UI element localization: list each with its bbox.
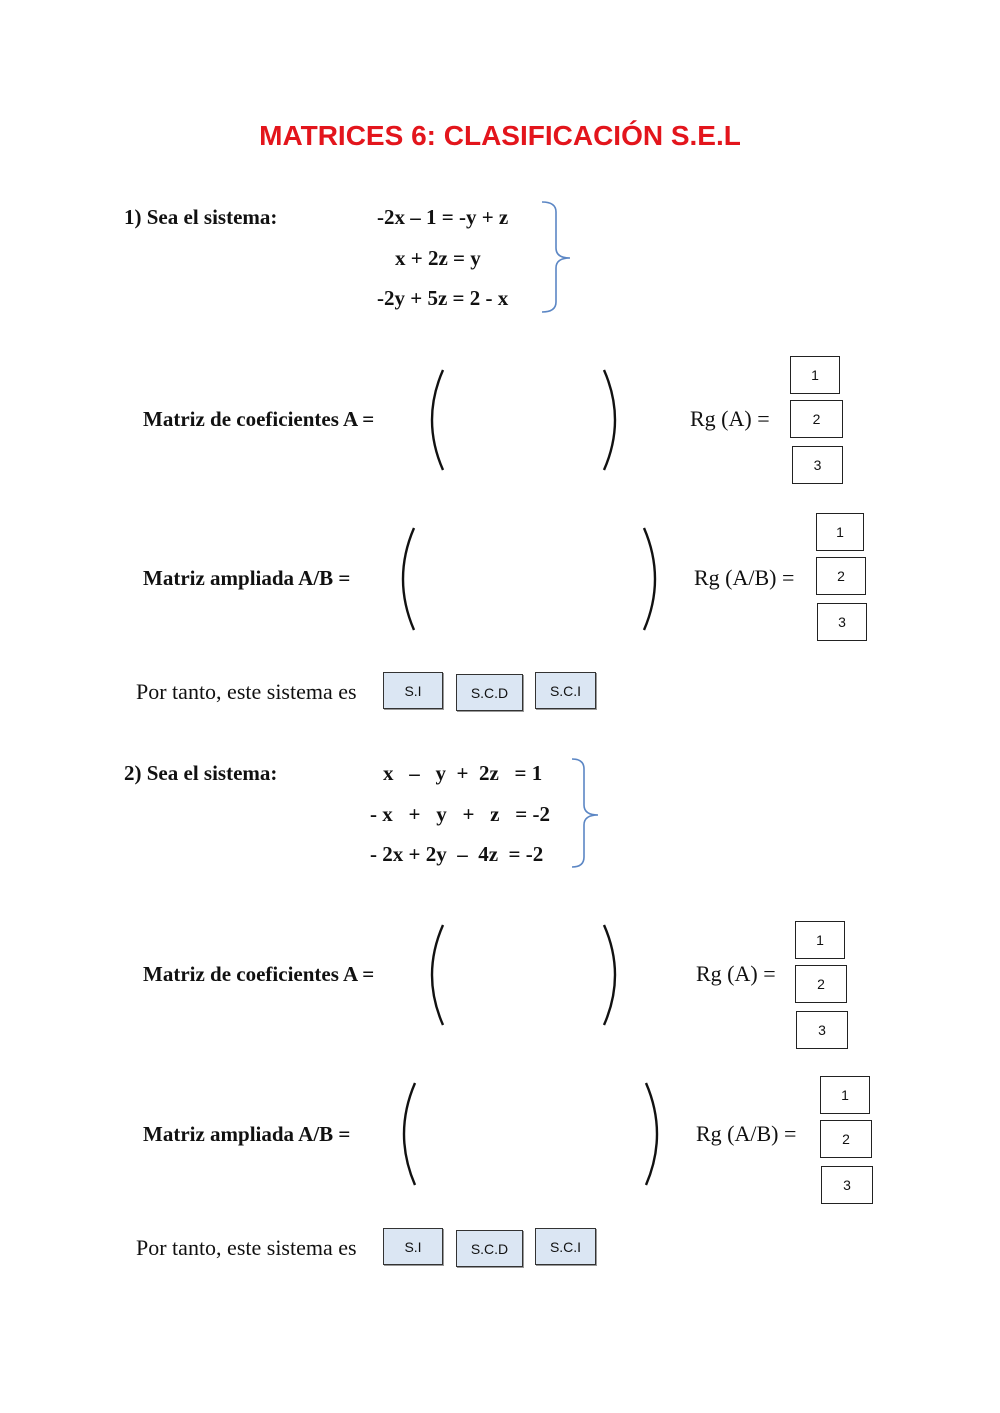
problem-1-system-brace — [540, 200, 580, 315]
problem-1-ampl-left-paren — [396, 526, 418, 632]
problem-1-ampl-label: Matriz ampliada A/B = — [143, 566, 351, 590]
problem-2-coef-right-paren — [600, 923, 622, 1027]
problem-1-rank-ab-option-1[interactable]: 1 — [816, 513, 864, 551]
problem-1-rank-ab-label: Rg (A/B) = — [694, 565, 795, 590]
problem-1-ampl-right-paren — [640, 526, 662, 632]
problem-2-rank-a-option-1[interactable]: 1 — [795, 921, 845, 959]
problem-1-coef-label: Matriz de coeficientes A = — [143, 407, 375, 431]
problem-2-rank-ab-option-1[interactable]: 1 — [820, 1076, 870, 1114]
problem-2-ampl-right-paren — [642, 1081, 664, 1187]
problem-2-conclusion: Por tanto, este sistema es — [136, 1235, 357, 1260]
problem-1-conclusion: Por tanto, este sistema es — [136, 679, 357, 704]
problem-1-rank-ab-option-2[interactable]: 2 — [816, 557, 866, 595]
problem-2-rank-a-option-3[interactable]: 3 — [796, 1011, 848, 1049]
problem-1-coef-left-paren — [425, 368, 447, 472]
problem-2-option-si[interactable]: S.I — [383, 1228, 443, 1265]
problem-1-equation-3: -2y + 5z = 2 - x — [377, 286, 509, 310]
problem-2-heading: 2) Sea el sistema: — [124, 761, 278, 785]
problem-2-system-brace — [570, 757, 610, 872]
problem-2-ampl-left-paren — [397, 1081, 419, 1187]
problem-1-heading: 1) Sea el sistema: — [124, 205, 278, 229]
problem-1-rank-a-option-3[interactable]: 3 — [792, 446, 843, 484]
problem-2-ampl-label: Matriz ampliada A/B = — [143, 1122, 351, 1146]
problem-2-option-scd[interactable]: S.C.D — [456, 1230, 523, 1267]
problem-1-equation-1: -2x – 1 = -y + z — [377, 205, 509, 229]
problem-1-option-sci[interactable]: S.C.I — [535, 672, 596, 709]
problem-1-rank-a-label: Rg (A) = — [690, 406, 770, 431]
problem-2-coef-left-paren — [425, 923, 447, 1027]
problem-2-rank-ab-label: Rg (A/B) = — [696, 1121, 797, 1146]
problem-1-equation-2: x + 2z = y — [395, 246, 481, 270]
problem-1-coef-right-paren — [600, 368, 622, 472]
page-title: MATRICES 6: CLASIFICACIÓN S.E.L — [259, 120, 741, 151]
problem-1-rank-a-option-1[interactable]: 1 — [790, 356, 840, 394]
problem-2-rank-ab-option-3[interactable]: 3 — [821, 1166, 873, 1204]
problem-1-option-scd[interactable]: S.C.D — [456, 674, 523, 711]
problem-2-rank-ab-option-2[interactable]: 2 — [820, 1120, 872, 1158]
problem-2-option-sci[interactable]: S.C.I — [535, 1228, 596, 1265]
problem-2-rank-a-label: Rg (A) = — [696, 961, 776, 986]
problem-2-rank-a-option-2[interactable]: 2 — [795, 965, 847, 1003]
problem-2-equation-3: - 2x + 2y – 4z = -2 — [370, 842, 544, 866]
problem-1-rank-a-option-2[interactable]: 2 — [790, 400, 843, 438]
problem-2-equation-1: x – y + 2z = 1 — [383, 761, 543, 785]
problem-1-rank-ab-option-3[interactable]: 3 — [817, 603, 867, 641]
problem-2-equation-2: - x + y + z = -2 — [370, 802, 550, 826]
problem-2-coef-label: Matriz de coeficientes A = — [143, 962, 375, 986]
problem-1-option-si[interactable]: S.I — [383, 672, 443, 709]
